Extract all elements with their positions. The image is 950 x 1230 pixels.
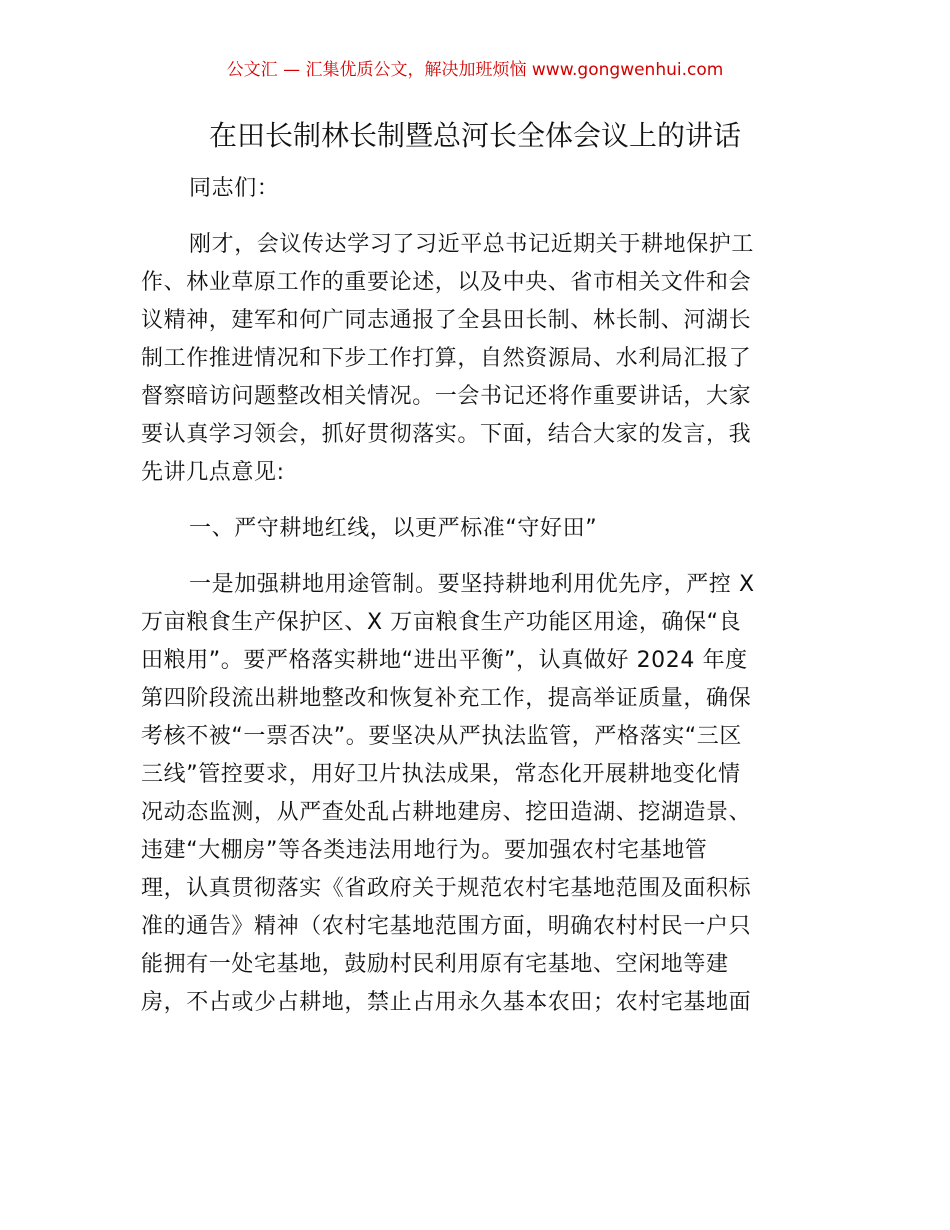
document-body (141, 170, 813, 1022)
text-line: 准的通告》精神（农村宅基地范围方面，明确农村村民一户只 (141, 914, 752, 939)
text-line: 万亩粮食生产保护区、X 万亩粮食生产功能区用途，确保“良 (141, 610, 742, 635)
text-line: 违建“大棚房”等各类违法用地行为。要加强农村宅基地管 (141, 838, 708, 863)
text-line: 考核不被“一票否决”。要坚决从严执法监管，严格落实“三区 (141, 724, 742, 749)
text-line: 制工作推进情况和下步工作打算，自然资源局、水利局汇报了 (141, 346, 752, 371)
text-line: 作、林业草原工作的重要论述，以及中央、省市相关文件和会 (141, 270, 752, 295)
text-line: 同志们： (189, 176, 280, 201)
text-line: 一、严守耕地红线，以更严标准“守好田” (189, 516, 598, 541)
text-line: 理，认真贯彻落实《省政府关于规范农村宅基地范围及面积标 (141, 876, 752, 901)
salutation (141, 170, 813, 208)
text-line: 三线”管控要求，用好卫片执法成果，常态化开展耕地变化情 (141, 762, 741, 787)
text-line: 刚才，会议传达学习了习近平总书记近期关于耕地保护工 (189, 232, 755, 257)
paragraph-farmland-control (141, 566, 813, 1022)
text-line: 先讲几点意见: (141, 460, 285, 485)
text-line: 议精神，建军和何广同志通报了全县田长制、林长制、河湖长 (141, 308, 752, 333)
text-line: 要认真学习领会，抓好贯彻落实。下面，结合大家的发言，我 (141, 422, 752, 447)
text-line: 一是加强耕地用途管制。要坚持耕地利用优先序，严控 X (189, 572, 755, 597)
text-line: 况动态监测，从严查处乱占耕地建房、挖田造湖、挖湖造景、 (141, 800, 752, 825)
paragraph-intro (141, 226, 813, 492)
text-line: 督察暗访问题整改相关情况。一会书记还将作重要讲话，大家 (141, 384, 752, 409)
text-line: 田粮用”。要严格落实耕地“进出平衡”，认真做好 2024 年度 (141, 648, 748, 673)
site-banner: 公文汇 — 汇集优质公文，解决加班烦恼 www.gongwenhui.com (226, 60, 724, 80)
document-title: 在田长制林长制暨总河长全体会议上的讲话 (208, 119, 741, 152)
text-line: 房，不占或少占耕地，禁止占用永久基本农田；农村宅基地面 (141, 990, 752, 1015)
text-line: 第四阶段流出耕地整改和恢复补充工作，提高举证质量，确保 (141, 686, 752, 711)
text-line: 能拥有一处宅基地，鼓励村民利用原有宅基地、空闲地等建 (141, 952, 729, 977)
section-heading-1 (141, 510, 813, 548)
